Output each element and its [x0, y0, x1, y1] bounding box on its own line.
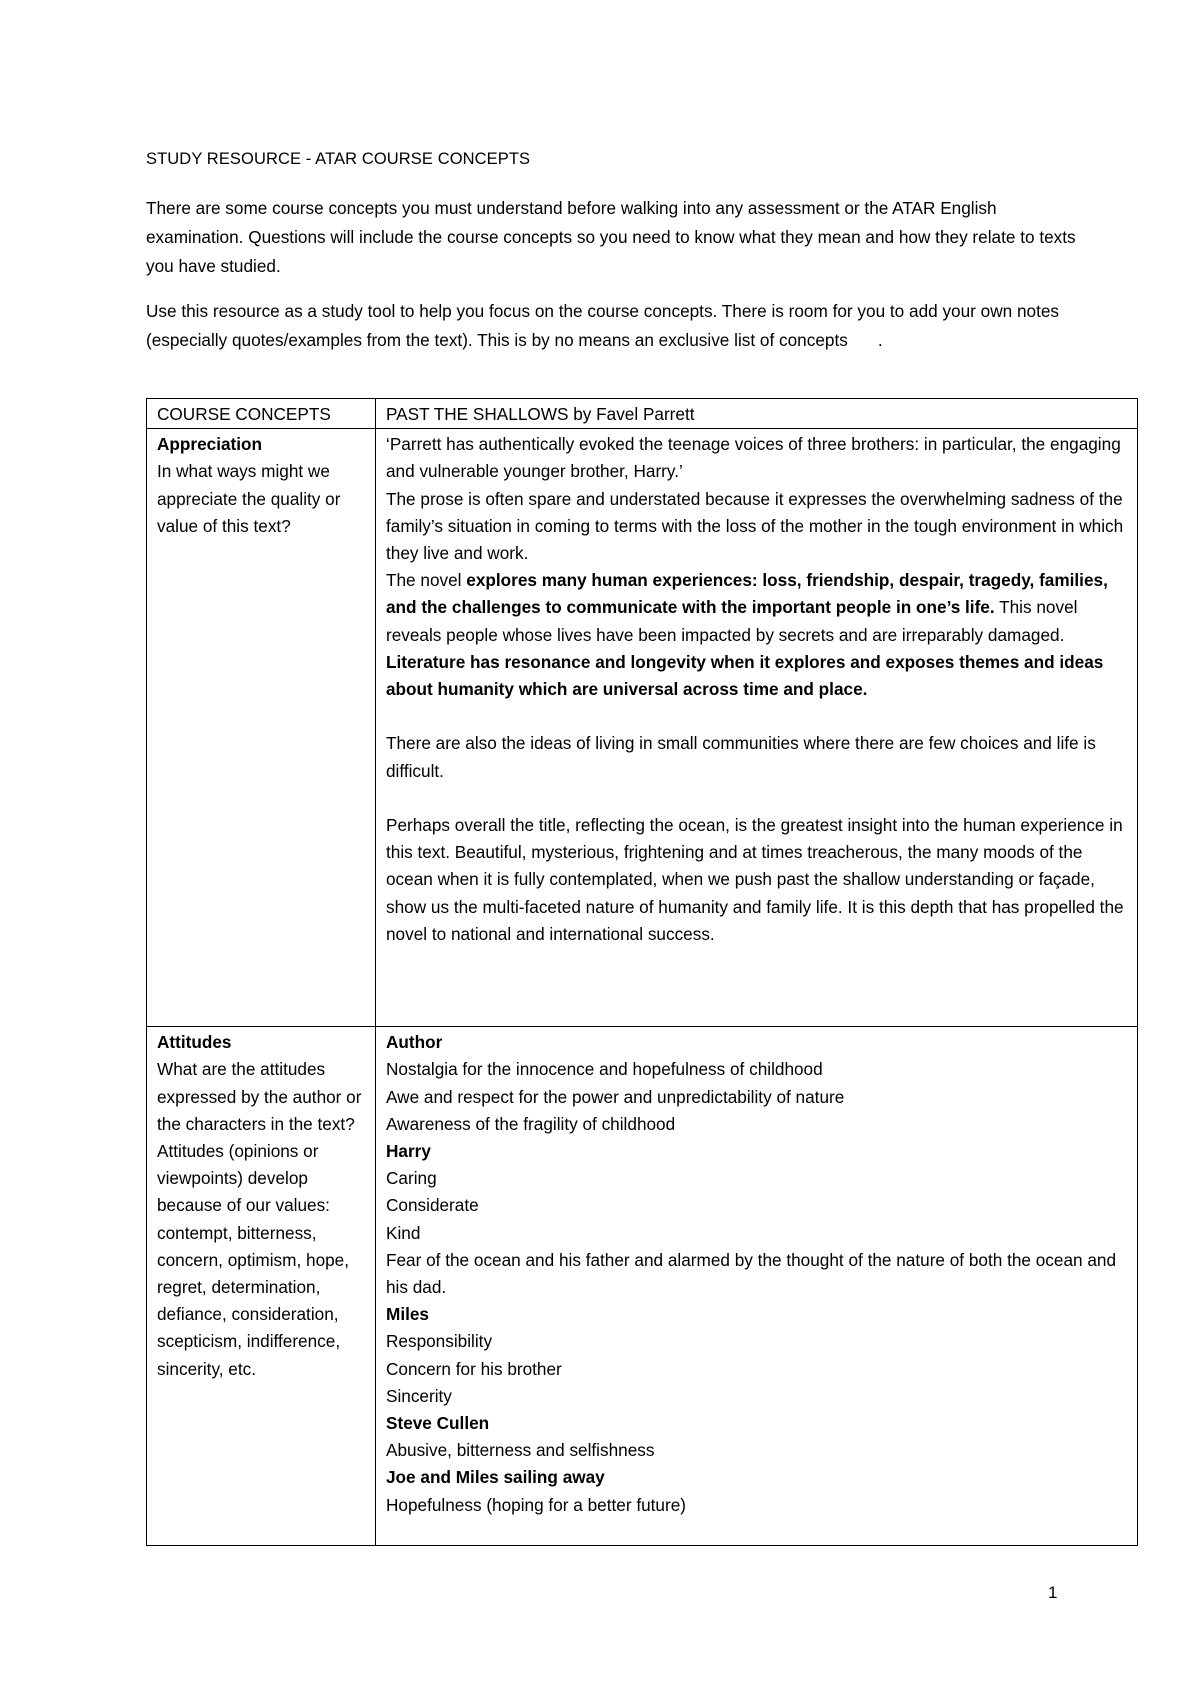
- list-item: Fear of the ocean and his father and alarmed by the thought of the nature of both the ocean and his dad.: [386, 1249, 1117, 1298]
- appreciation-heading: Appreciation: [157, 434, 263, 455]
- list-item: Abusive, bitterness and selfishness: [386, 1440, 655, 1461]
- appreciation-question: In what ways might we appreciate the quality or value of this text?: [157, 461, 341, 536]
- steve-cullen-heading: Steve Cullen: [386, 1413, 490, 1434]
- intro-paragraph: There are some course concepts you must understand before walking into any assessment or the ATAR English examination. Questions will include the course concepts so you need to know what they mean and how they relate to texts you have studied.: [146, 198, 1076, 276]
- table-header-row: [147, 399, 1138, 429]
- header-course-concepts: COURSE CONCEPTS: [147, 399, 376, 429]
- appreciation-quote: ‘Parrett has authentically evoked the teenage voices of three brothers: in particular, the engaging and vulnerable younger brother, Harry.’: [386, 434, 1121, 482]
- list-item: Hopefulness (hoping for a better future): [386, 1494, 687, 1515]
- harry-heading: Harry: [386, 1141, 431, 1162]
- table-row-attitudes: [147, 1027, 1138, 1546]
- literature-resonance-bold: Literature has resonance and longevity when it explores and exposes themes and ideas about humanity which are universal across time and place.: [386, 651, 1104, 700]
- list-item: Concern for his brother: [386, 1358, 562, 1379]
- list-item: Considerate: [386, 1195, 479, 1216]
- list-item: Sincerity: [386, 1385, 452, 1406]
- list-item: Awe and respect for the power and unpredictability of nature: [386, 1086, 845, 1107]
- appreciation-notes-cell: [376, 429, 1138, 1027]
- usage-paragraph-end: .: [877, 330, 883, 350]
- attitudes-heading: Attitudes: [157, 1032, 232, 1053]
- attitudes-concept-cell: [147, 1027, 376, 1546]
- appreciation-concept-cell: [147, 429, 376, 1027]
- novel-secrets-text: This novel reveals people whose lives have been impacted by secrets and are irreparably damaged.: [386, 597, 1078, 645]
- list-item: Nostalgia for the innocence and hopefulness of childhood: [386, 1059, 823, 1080]
- course-concepts-table: [146, 398, 1138, 1546]
- appreciation-prose: The prose is often spare and understated because it expresses the overwhelming sadness of the family’s situation in coming to terms with the loss of the mother in the tough environment in which they live and work.: [386, 488, 1124, 564]
- attitudes-notes-cell: [376, 1027, 1138, 1546]
- attitudes-question: What are the attitudes expressed by the author or the characters in the text? Attitudes (opinions or viewpoints) develop because of our values: contempt, bitterness, concern, optimism, hope, regret, determination, defiance, consideration, scepticism, indifference, sincerity, etc.: [157, 1059, 362, 1379]
- header-text-title: PAST THE SHALLOWS by Favel Parrett: [376, 399, 1138, 429]
- document-title: STUDY RESOURCE - ATAR COURSE CONCEPTS: [146, 150, 531, 168]
- miles-heading: Miles: [386, 1304, 429, 1325]
- list-item: Responsibility: [386, 1331, 493, 1352]
- appreciation-novel-paragraph: [386, 567, 1127, 703]
- novel-experiences-bold: explores many human experiences: loss, friendship, despair, tragedy, families, and the challenges to communicate with the important people in one’s life.: [386, 570, 1108, 618]
- author-heading: Author: [386, 1032, 443, 1053]
- list-item: Caring: [386, 1168, 437, 1189]
- novel-intro: The novel: [386, 570, 467, 591]
- list-item: Kind: [386, 1222, 421, 1243]
- joe-and-miles-heading: Joe and Miles sailing away: [386, 1467, 605, 1488]
- table-row-appreciation: [147, 429, 1138, 1027]
- usage-paragraph-text: Use this resource as a study tool to help you focus on the course concepts. There is room for you to add your own notes (especially quotes/examples from the text). This is by no means an exclusive list of concepts: [146, 301, 1060, 350]
- appreciation-communities: There are also the ideas of living in small communities where there are few choices and life is difficult.: [386, 733, 1096, 781]
- usage-paragraph: [146, 297, 1076, 355]
- page-number: 1: [1048, 1583, 1058, 1602]
- appreciation-ocean: Perhaps overall the title, reflecting the ocean, is the greatest insight into the human experience in this text. Beautiful, mysterious, frightening and at times treacherous, the many moods of the ocean when it is fully contemplated, when we push past the shallow understanding or façade, show us the multi-faceted nature of humanity and family life. It is this depth that has propelled the novel to national and international success.: [386, 815, 1124, 944]
- list-item: Awareness of the fragility of childhood: [386, 1113, 676, 1134]
